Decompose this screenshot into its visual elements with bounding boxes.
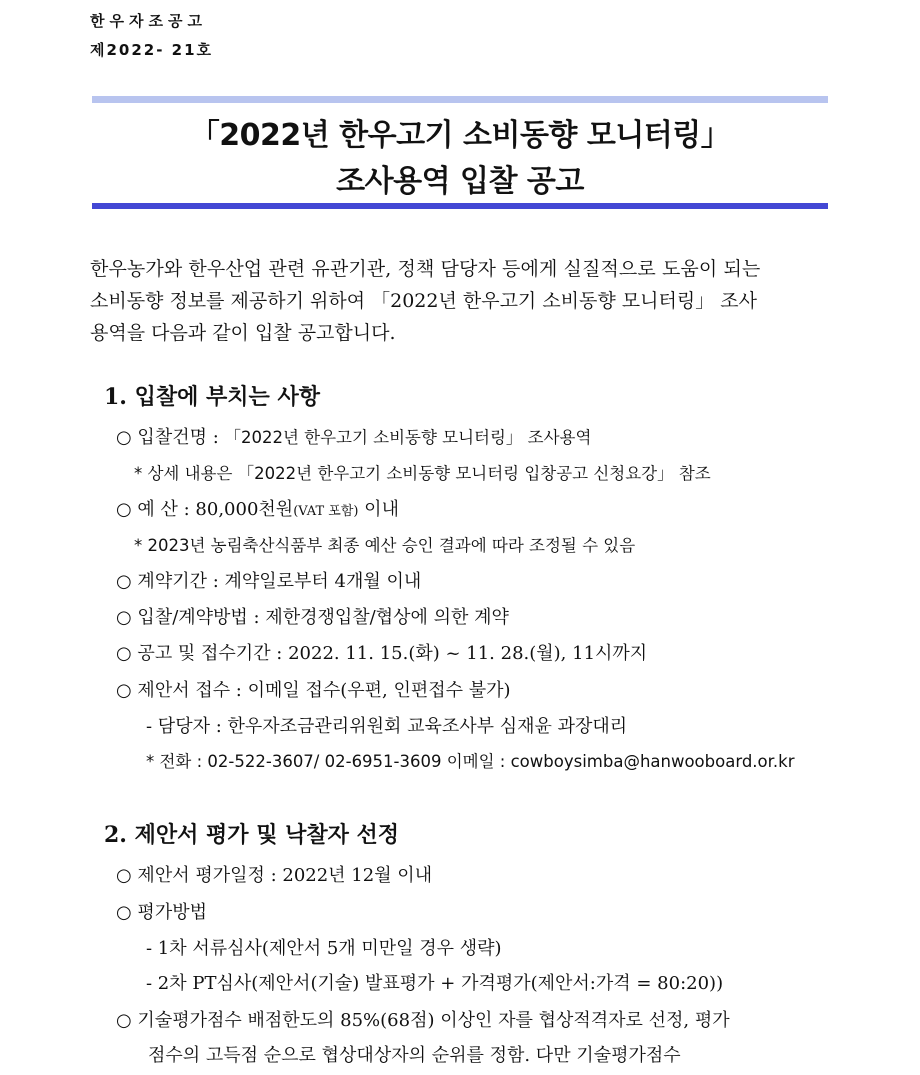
contact-person: - 담당자 : 한우자조금관리위원회 교육조사부 심재윤 과장대리 xyxy=(146,716,628,737)
bid-name-item xyxy=(116,423,591,449)
bid-name-value: 「2022년 한우고기 소비동향 모니터링」 조사용역 xyxy=(224,428,592,447)
announcement-number: 제2022- 21호 xyxy=(90,41,214,59)
budget-tail: 이내 xyxy=(358,499,399,520)
criteria-line-1: ○ 기술평가점수 배점한도의 85%(68점) 이상인 자를 협상적격자로 선정, 평가 xyxy=(116,1010,730,1031)
notice-period-item: ○ 공고 및 접수기간 : 2022. 11. 15.(화) ~ 11. 28.(월), 11시까지 xyxy=(116,643,648,664)
contract-method-item: ○ 입찰/계약방법 : 제한경쟁입찰/협상에 의한 계약 xyxy=(116,607,509,628)
page-title-line1: 「2022년 한우고기 소비동향 모니터링」 xyxy=(189,118,731,153)
submission-item: ○ 제안서 접수 : 이메일 접수(우편, 인편접수 불가) xyxy=(116,680,511,701)
page-title-line2: 조사용역 입찰 공고 xyxy=(336,164,584,199)
bid-name-note: * 상세 내용은 「2022년 한우고기 소비동향 모니터링 입창공고 신청요강」 참조 xyxy=(134,464,711,483)
section1-heading: 1. 입찰에 부치는 사항 xyxy=(104,384,320,410)
budget-item xyxy=(116,495,399,521)
intro-line-3: 용역을 다음과 같이 입찰 공고합니다. xyxy=(90,322,396,344)
eval-method-item: ○ 평가방법 xyxy=(116,902,207,923)
eval-date-item: ○ 제안서 평가일정 : 2022년 12월 이내 xyxy=(116,865,433,886)
intro-line-2: 소비동향 정보를 제공하기 위하여 「2022년 한우고기 소비동향 모니터링」 조사 xyxy=(90,290,757,312)
announcement-org: 한우자조공고 xyxy=(90,12,207,30)
section2-heading: 2. 제안서 평가 및 낙찰자 선정 xyxy=(104,822,400,848)
title-bottom-bar xyxy=(92,203,828,209)
title-top-bar xyxy=(92,96,828,103)
budget-note: * 2023년 농림축산식품부 최종 예산 승인 결과에 따라 조정될 수 있음 xyxy=(134,536,636,555)
bid-name-label: ○ 입찰건명 : xyxy=(116,427,219,448)
eval-step-2: - 2차 PT심사(제안서(기술) 발표평가 + 가격평가(제안서:가격 = 80:20)) xyxy=(146,973,724,994)
contract-period-item: ○ 계약기간 : 계약일로부터 4개월 이내 xyxy=(116,571,422,592)
budget-label: ○ 예 산 : 80,000천원 xyxy=(116,499,294,520)
intro-line-1: 한우농가와 한우산업 관련 유관기관, 정책 담당자 등에게 실질적으로 도움이 되는 xyxy=(90,258,761,280)
eval-step-1: - 1차 서류심사(제안서 5개 미만일 경우 생략) xyxy=(146,938,502,959)
contact-phone-email: * 전화 : 02-522-3607/ 02-6951-3609 이메일 : cowboysimba@hanwooboard.or.kr xyxy=(146,752,795,771)
criteria-line-2: 점수의 고득점 순으로 협상대상자의 순위를 정함. 다만 기술평가점수 xyxy=(148,1045,681,1066)
budget-vat: (VAT 포함) xyxy=(293,504,359,519)
